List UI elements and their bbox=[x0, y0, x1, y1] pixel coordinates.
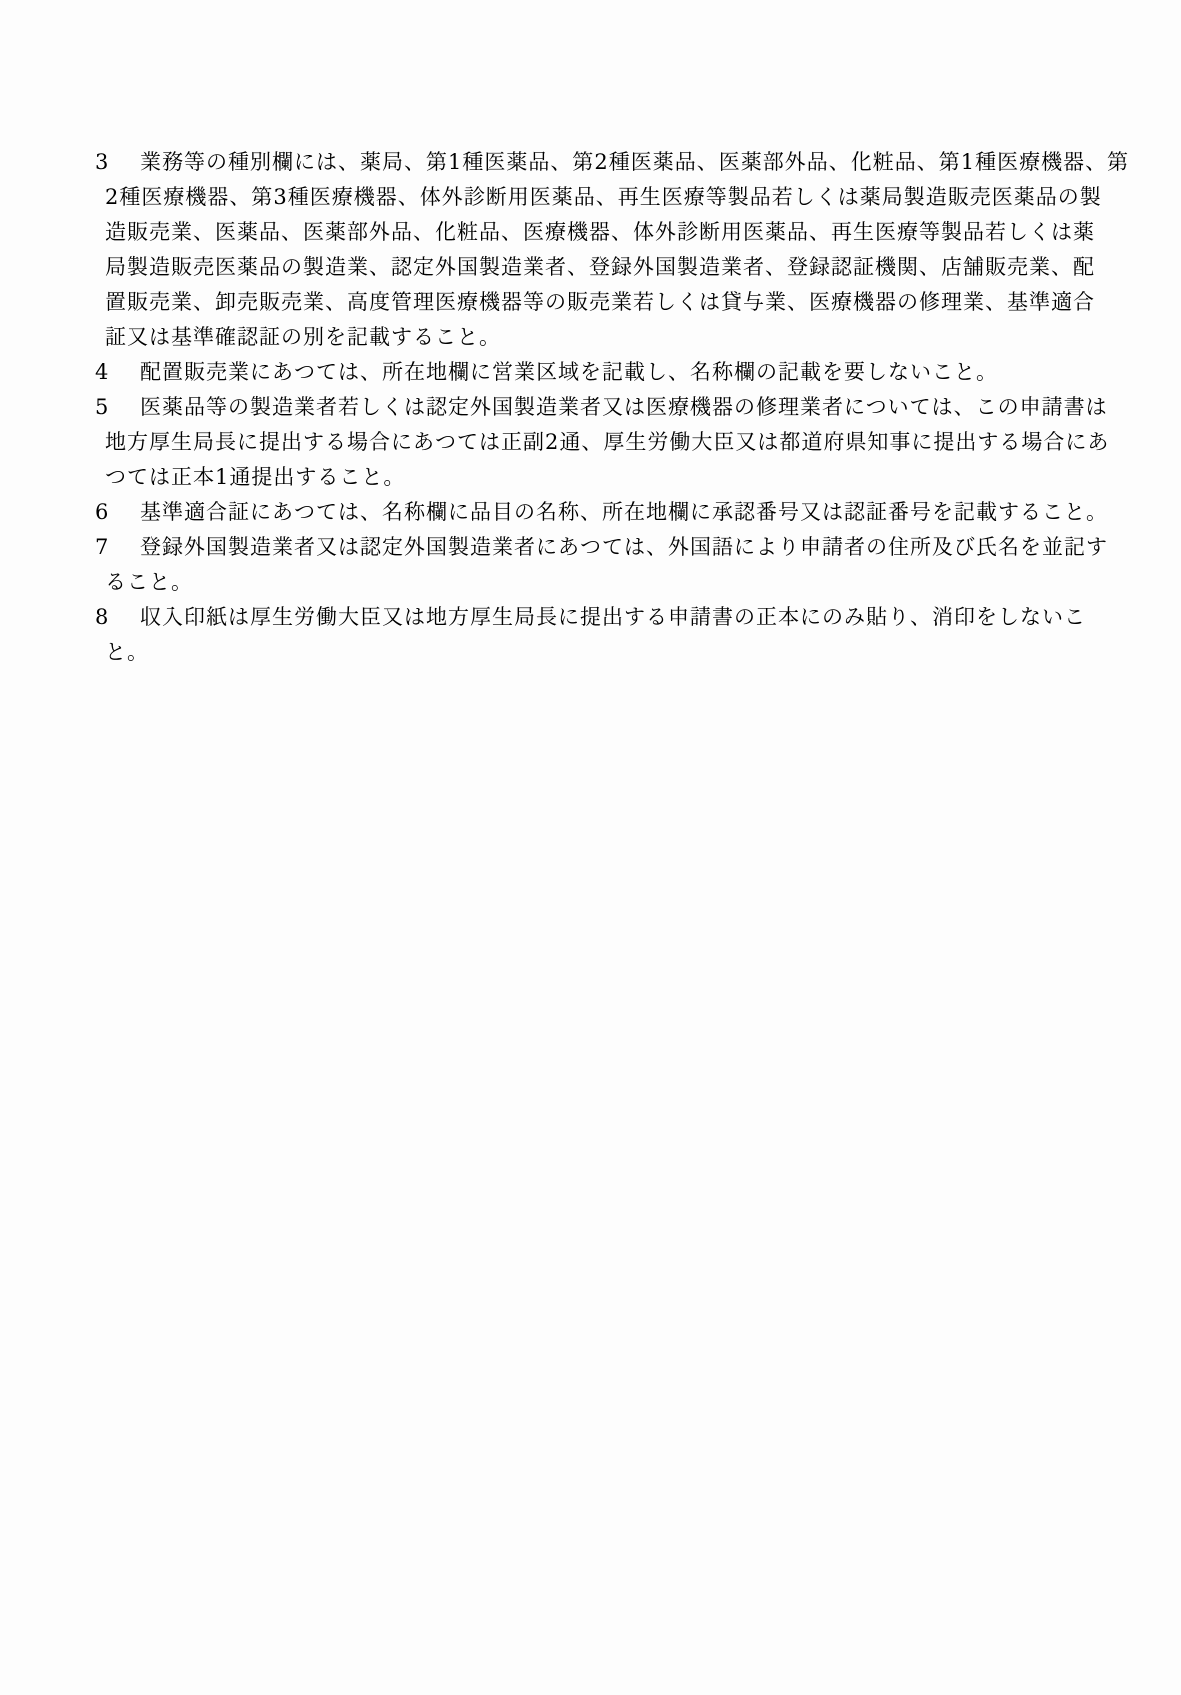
note-text: 収入印紙は厚生労働大臣又は地方厚生局長に提出する申請書の正本にのみ貼り、消印をしないこ bbox=[140, 605, 1086, 629]
note-line bbox=[95, 390, 1108, 425]
note-line bbox=[95, 530, 1108, 565]
note-text: 基準適合証にあつては、名称欄に品目の名称、所在地欄に承認番号又は認証番号を記載すること。 bbox=[140, 500, 1108, 524]
note-number: 4 bbox=[95, 360, 110, 384]
note-number: 7 bbox=[95, 535, 110, 559]
note-text: 登録外国製造業者又は認定外国製造業者にあつては、外国語により申請者の住所及び氏名を並記す bbox=[140, 535, 1108, 559]
note-line bbox=[95, 600, 1095, 635]
note-item-8 bbox=[95, 600, 1095, 670]
note-line: 造販売業、医薬品、医薬部外品、化粧品、医療機器、体外診断用医薬品、再生医療等製品若しくは薬 bbox=[105, 220, 1095, 244]
note-line: 2種医療機器、第3種医療機器、体外診断用医薬品、再生医療等製品若しくは薬局製造販売医薬品の製 bbox=[105, 185, 1102, 209]
note-item-7 bbox=[95, 530, 1108, 600]
note-line: 証又は基準確認証の別を記載すること。 bbox=[105, 325, 501, 349]
note-line: 地方厚生局長に提出する場合にあつては正副2通、厚生労働大臣又は都道府県知事に提出する場合にあ bbox=[105, 430, 1110, 454]
note-item-5 bbox=[95, 390, 1110, 495]
note-line: 置販売業、卸売販売業、高度管理医療機器等の販売業若しくは貸与業、医療機器の修理業、基準適合 bbox=[105, 290, 1095, 314]
note-line bbox=[95, 355, 1095, 390]
note-text: 業務等の種別欄には、薬局、第1種医薬品、第2種医薬品、医薬部外品、化粧品、第1種医療機器、第 bbox=[140, 150, 1130, 174]
note-item-3 bbox=[95, 145, 1130, 355]
note-line: 局製造販売医薬品の製造業、認定外国製造業者、登録外国製造業者、登録認証機関、店舗販売業、配 bbox=[105, 255, 1095, 279]
note-item-4 bbox=[95, 355, 1095, 390]
note-line: つては正本1通提出すること。 bbox=[105, 465, 406, 489]
note-text: 医薬品等の製造業者若しくは認定外国製造業者又は医療機器の修理業者については、この申請書は bbox=[140, 395, 1108, 419]
note-number: 8 bbox=[95, 605, 110, 629]
note-item-6 bbox=[95, 495, 1108, 530]
note-text: 配置販売業にあつては、所在地欄に営業区域を記載し、名称欄の記載を要しないこと。 bbox=[140, 360, 998, 384]
note-line bbox=[95, 145, 1130, 180]
note-line bbox=[95, 495, 1108, 530]
notes-list bbox=[95, 145, 1130, 670]
note-number: 3 bbox=[95, 150, 110, 174]
note-line: ること。 bbox=[105, 570, 193, 594]
note-line: と。 bbox=[105, 640, 149, 664]
note-number: 6 bbox=[95, 500, 110, 524]
note-number: 5 bbox=[95, 395, 110, 419]
